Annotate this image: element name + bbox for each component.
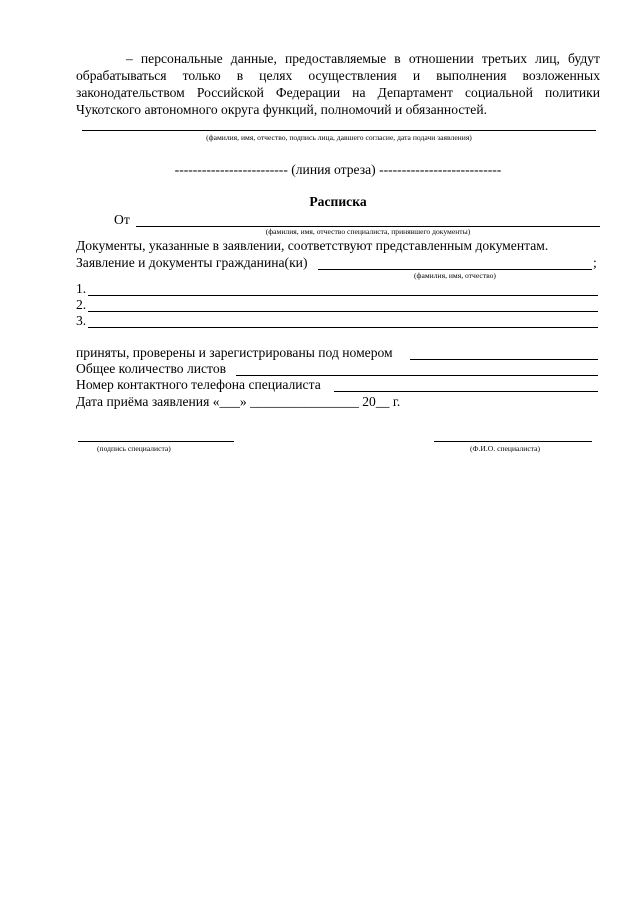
registered-label: приняты, проверены и зарегистрированы под номером xyxy=(76,345,393,360)
sheets-line xyxy=(236,375,598,376)
consent-signature-caption: (фамилия, имя, отчество, подпись лица, давшего согласие, дата подачи заявления) xyxy=(206,133,472,142)
item-line-1 xyxy=(88,295,598,296)
citizen-name-line xyxy=(318,269,592,270)
citizen-caption: (фамилия, имя, отчество) xyxy=(414,271,496,280)
item-line-3 xyxy=(88,327,598,328)
statement-end: ; xyxy=(593,255,597,270)
consent-signature-line xyxy=(82,130,596,131)
item-line-2 xyxy=(88,311,598,312)
from-caption: (фамилия, имя, отчество специалиста, принявшего документы) xyxy=(265,227,471,236)
documents-match-text: Документы, указанные в заявлении, соответствуют представленным документам. xyxy=(76,238,549,253)
consent-paragraph: – персональные данные, предоставляемые в отношении третьих лиц, будут обрабатываться только в целях осуществления и выполнения возложенных законодательством Российской Федерации на Департамент социальной политики Чукотского автономного округа функций, полномочий и обязанностей. xyxy=(76,51,600,117)
cut-line: ------------------------- (линия отреза) --------------------------- xyxy=(174,162,502,177)
specialist-fio-line xyxy=(434,441,592,442)
registered-number-line xyxy=(410,359,598,360)
specialist-signature-line xyxy=(78,441,234,442)
phone-label: Номер контактного телефона специалиста xyxy=(76,377,321,392)
specialist-signature-caption: (подпись специалиста) xyxy=(97,444,171,453)
item-number-1: 1. xyxy=(76,281,87,296)
date-label: Дата приёма заявления «___» ________________ 20__ г. xyxy=(76,394,401,409)
sheets-label: Общее количество листов xyxy=(76,361,227,376)
phone-line xyxy=(334,391,598,392)
item-number-2: 2. xyxy=(76,297,87,312)
from-label: От xyxy=(114,212,130,227)
specialist-fio-caption: (Ф.И.О. специалиста) xyxy=(470,444,540,453)
item-number-3: 3. xyxy=(76,313,87,328)
receipt-title: Расписка xyxy=(309,194,367,209)
statement-label: Заявление и документы гражданина(ки) xyxy=(76,255,308,270)
